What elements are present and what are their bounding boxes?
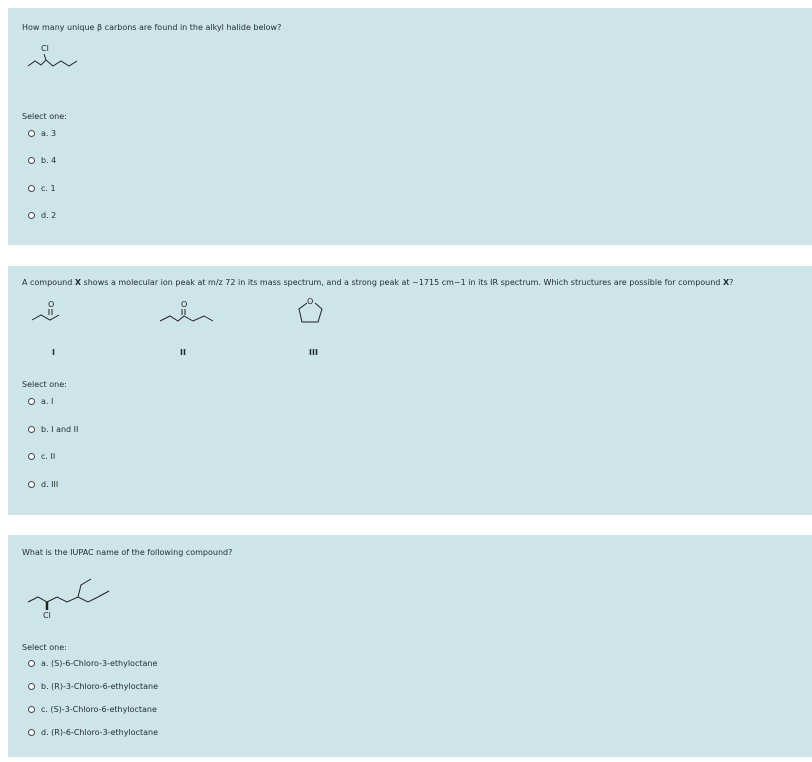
radio-button[interactable] (28, 157, 35, 164)
chlorine-label: Cl (41, 44, 49, 53)
oxygen-label: O (181, 300, 188, 309)
radio-button[interactable] (28, 426, 35, 433)
structure-I-label: I (52, 348, 55, 357)
q3-option-d[interactable]: d. (R)-6-Chloro-3-ethyloctane (28, 728, 158, 737)
select-one-label: Select one: (22, 112, 67, 121)
q1-option-c[interactable]: c. 1 (28, 184, 56, 193)
q3-option-b[interactable]: b. (R)-3-Chloro-6-ethyloctane (28, 682, 158, 691)
radio-button[interactable] (28, 212, 35, 219)
question-2-text: A compound X shows a molecular ion peak at m/z 72 in its mass spectrum, and a strong peak at ~1715 cm−1 in its IR spectrum. Which structures are possible for compound X? (22, 278, 734, 287)
select-one-label: Select one: (22, 643, 67, 652)
question-2-card (8, 266, 812, 515)
structure-II (158, 301, 228, 331)
radio-button[interactable] (28, 706, 35, 713)
chlorine-label: Cl (43, 611, 51, 620)
radio-button[interactable] (28, 683, 35, 690)
question-3-text: What is the IUPAC name of the following compound? (22, 548, 233, 557)
radio-button[interactable] (28, 453, 35, 460)
question-3-card (8, 535, 812, 757)
radio-button[interactable] (28, 729, 35, 736)
compound-structure (26, 565, 136, 625)
q3-option-a[interactable]: a. (S)-6-Chloro-3-ethyloctane (28, 659, 157, 668)
select-one-label: Select one: (22, 380, 67, 389)
radio-button[interactable] (28, 481, 35, 488)
radio-button[interactable] (28, 660, 35, 667)
q2-option-c[interactable]: c. II (28, 452, 55, 461)
q2-option-a[interactable]: a. I (28, 397, 53, 406)
oxygen-label: O (48, 300, 55, 309)
oxygen-label: O (307, 297, 314, 306)
q3-option-c[interactable]: c. (S)-3-Chloro-6-ethyloctane (28, 705, 157, 714)
q1-option-d[interactable]: d. 2 (28, 211, 56, 220)
structure-III-label: III (309, 348, 318, 357)
radio-button[interactable] (28, 398, 35, 405)
question-1-text: How many unique β carbons are found in the alkyl halide below? (22, 23, 282, 32)
q2-option-d[interactable]: d. III (28, 480, 58, 489)
q1-option-a[interactable]: a. 3 (28, 129, 56, 138)
structure-III (294, 296, 334, 331)
q1-option-b[interactable]: b. 4 (28, 156, 56, 165)
radio-button[interactable] (28, 130, 35, 137)
structure-II-label: II (180, 348, 186, 357)
alkyl-halide-structure (26, 44, 86, 74)
structure-I (30, 301, 80, 331)
q2-option-b[interactable]: b. I and II (28, 425, 78, 434)
question-1-card (8, 8, 812, 245)
radio-button[interactable] (28, 185, 35, 192)
